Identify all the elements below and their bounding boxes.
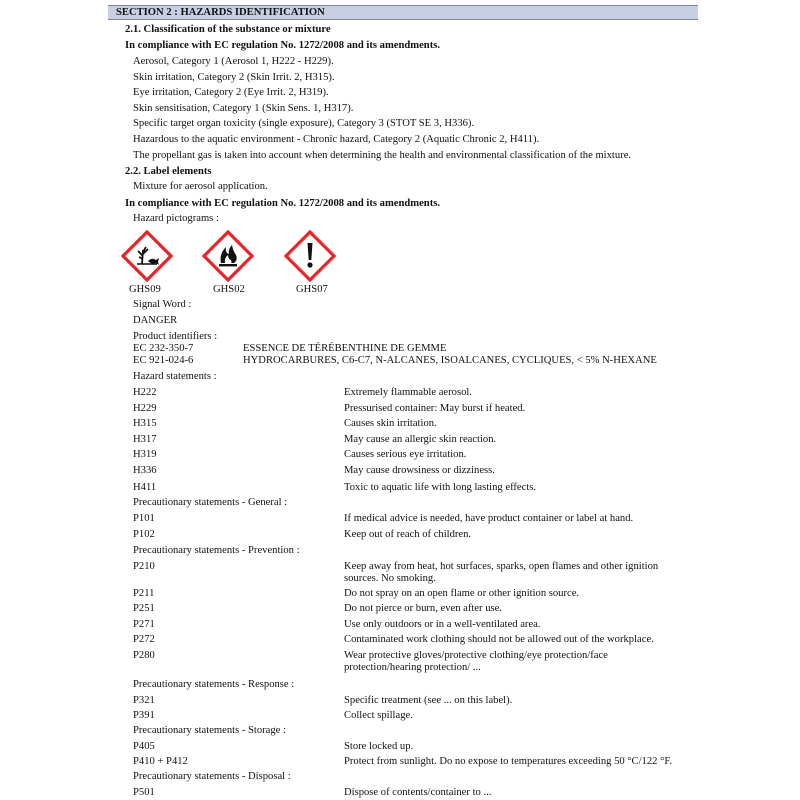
product-identifier-name: ESSENCE DE TÉRÉBENTHINE DE GEMME (243, 343, 447, 354)
precautionary-text: Store locked up. (344, 741, 414, 752)
product-identifiers-label: Product identifiers : (133, 331, 218, 342)
hazard-code: H229 (133, 403, 157, 414)
precautionary-text: If medical advice is needed, have product container or label at hand. (344, 513, 634, 524)
hazard-text: May cause drowsiness or dizziness. (344, 465, 495, 476)
precautionary-code: P501 (133, 787, 155, 798)
hazard-text: Toxic to aquatic life with long lasting effects. (344, 482, 537, 493)
hazard-text: Causes skin irritation. (344, 418, 437, 429)
precautionary-code: P410 + P412 (133, 756, 188, 767)
classification-item: Eye irritation, Category 2 (Eye Irrit. 2, H319). (133, 87, 329, 98)
product-identifier-code: EC 921-024-6 (133, 355, 194, 366)
precautionary-general-label: Precautionary statements - General : (133, 497, 288, 508)
hazard-code: H319 (133, 449, 157, 460)
precautionary-text: Do not spray on an open flame or other ignition source. (344, 588, 580, 599)
pictograms-label: Hazard pictograms : (133, 213, 219, 224)
precautionary-code: P251 (133, 603, 155, 614)
exclamation-mark-icon (284, 230, 336, 282)
compliance-note-2-1: In compliance with EC regulation No. 1272/2008 and its amendments. (125, 40, 440, 51)
precautionary-code: P211 (133, 588, 155, 599)
precautionary-text: Keep away from heat, hot surfaces, sparks, open flames and other ignition (344, 561, 659, 572)
subsection-2-2-heading: 2.2. Label elements (125, 166, 212, 177)
precautionary-text: Wear protective gloves/protective clothing/eye protection/face (344, 650, 608, 661)
flame-icon (202, 230, 254, 282)
hazard-code: H411 (133, 482, 157, 493)
precautionary-code: P405 (133, 741, 155, 752)
product-identifier-code: EC 232-350-7 (133, 343, 194, 354)
precautionary-text-continued: protection/hearing protection/ ... (344, 662, 481, 673)
hazard-statements-label: Hazard statements : (133, 371, 217, 382)
precautionary-text-continued: sources. No smoking. (344, 573, 436, 584)
precautionary-text: Keep out of reach of children. (344, 529, 472, 540)
precautionary-text: Dispose of contents/container to ... (344, 787, 492, 798)
classification-item: Skin irritation, Category 2 (Skin Irrit. 2, H315). (133, 72, 335, 83)
subsection-2-1-heading: 2.1. Classification of the substance or mixture (125, 24, 331, 35)
hazard-text: May cause an allergic skin reaction. (344, 434, 497, 445)
classification-item: Skin sensitisation, Category 1 (Skin Sens. 1, H317). (133, 103, 354, 114)
precautionary-text: Do not pierce or burn, even after use. (344, 603, 502, 614)
precautionary-text: Protect from sunlight. Do no expose to temperatures exceeding 50 °C/122 °F. (344, 756, 673, 767)
pictogram-code: GHS09 (129, 284, 161, 295)
pictogram-code: GHS02 (213, 284, 245, 295)
pictogram-code: GHS07 (296, 284, 328, 295)
precautionary-text: Collect spillage. (344, 710, 413, 721)
precautionary-code: P210 (133, 561, 155, 572)
propellant-note: The propellant gas is taken into account when determining the health and environmental classification of the mixture. (133, 150, 632, 161)
precautionary-code: P102 (133, 529, 155, 540)
precautionary-storage-label: Precautionary statements - Storage : (133, 725, 286, 736)
precautionary-response-label: Precautionary statements - Response : (133, 679, 295, 690)
section-title: SECTION 2 : HAZARDS IDENTIFICATION (116, 7, 325, 18)
precautionary-code: P280 (133, 650, 155, 661)
precautionary-code: P271 (133, 619, 155, 630)
precautionary-code: P391 (133, 710, 155, 721)
hazard-code: H315 (133, 418, 157, 429)
hazard-text: Pressurised container: May burst if heated. (344, 403, 526, 414)
precautionary-prevention-label: Precautionary statements - Prevention : (133, 545, 300, 556)
classification-item: Hazardous to the aquatic environment - Chronic hazard, Category 2 (Aquatic Chronic 2, H411). (133, 134, 540, 145)
signal-word: DANGER (133, 315, 178, 326)
product-identifier-name: HYDROCARBURES, C6-C7, N-ALCANES, ISOALCANES, CYCLIQUES, < 5% N-HEXANE (243, 355, 657, 366)
hazard-code: H317 (133, 434, 157, 445)
precautionary-text: Contaminated work clothing should not be allowed out of the workplace. (344, 634, 654, 645)
hazard-code: H336 (133, 465, 157, 476)
signal-word-label: Signal Word : (133, 299, 192, 310)
precautionary-code: P321 (133, 695, 155, 706)
precautionary-text: Use only outdoors or in a well-ventilated area. (344, 619, 541, 630)
precautionary-code: P272 (133, 634, 155, 645)
section-header (108, 5, 698, 20)
precautionary-code: P101 (133, 513, 155, 524)
hazard-code: H222 (133, 387, 157, 398)
mixture-note: Mixture for aerosol application. (133, 181, 268, 192)
precautionary-text: Specific treatment (see ... on this label). (344, 695, 513, 706)
precautionary-disposal-label: Precautionary statements - Disposal : (133, 771, 291, 782)
hazard-text: Extremely flammable aerosol. (344, 387, 472, 398)
compliance-note-2-2: In compliance with EC regulation No. 1272/2008 and its amendments. (125, 198, 440, 209)
hazard-text: Causes serious eye irritation. (344, 449, 467, 460)
environment-hazard-icon (121, 230, 173, 282)
classification-item: Specific target organ toxicity (single exposure), Category 3 (STOT SE 3, H336). (133, 118, 475, 129)
classification-item: Aerosol, Category 1 (Aerosol 1, H222 - H229). (133, 56, 334, 67)
